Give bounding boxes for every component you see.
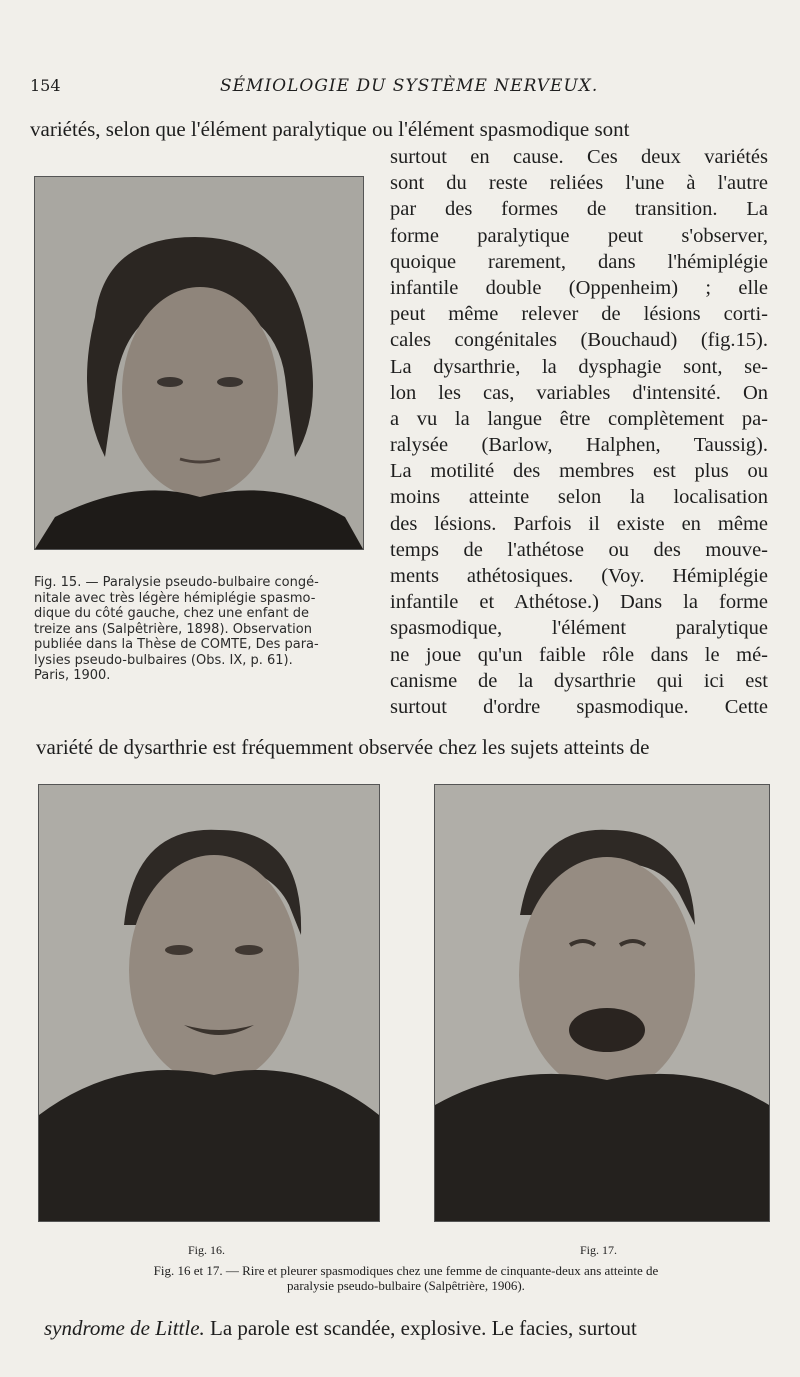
page-number: 154 xyxy=(30,76,61,95)
right-column-line: canisme de la dysarthrie qui ici est xyxy=(390,669,768,692)
figure-15-caption-line: nitale avec très légère hémiplégie spasmo- xyxy=(34,590,316,606)
right-column-line: cales congénitales (Bouchaud) (fig.15). xyxy=(390,329,768,352)
figure-15-caption-line: dique du côté gauche, chez une enfant de xyxy=(34,606,309,621)
right-column-line: ne joue qu'un faible rôle dans le mé- xyxy=(390,643,768,666)
figure-15-caption-line: treize ans (Salpêtrière, 1898). Observation xyxy=(34,621,312,637)
figures-16-17-caption xyxy=(36,1263,776,1293)
right-column-line: par des formes de transition. La xyxy=(390,198,768,221)
right-column-line: des lésions. Parfois il existe en même xyxy=(390,512,768,535)
right-text-column xyxy=(390,144,768,720)
figure-15-caption-line: Paris, 1900. xyxy=(34,668,111,683)
right-column-line: surtout en cause. Ces deux variétés xyxy=(390,146,768,168)
page-header xyxy=(30,76,770,100)
figure-15-caption xyxy=(34,575,372,684)
right-column-line: lon les cas, variables d'intensité. On xyxy=(390,381,768,404)
body-line-full: variété de dysarthrie est fréquemment observée chez les sujets atteints de xyxy=(36,735,650,759)
right-column-line: infantile double (Oppenheim) ; elle xyxy=(390,276,768,299)
figure-16-photo xyxy=(38,784,380,1222)
right-column-line: sont du reste reliées l'une à l'autre xyxy=(390,172,768,195)
running-title: SÉMIOLOGIE DU SYSTÈME NERVEUX. xyxy=(220,76,599,96)
right-column-line: La dysarthrie, la dysphagie sont, se- xyxy=(390,355,768,378)
figure-15-caption-line: lysies pseudo-bulbaires (Obs. IX, p. 61). xyxy=(34,652,293,668)
right-column-line: ments athétosiques. (Voy. Hémiplégie xyxy=(390,565,768,587)
right-column-line: spasmodique, l'élément paralytique xyxy=(390,617,768,640)
right-column-line: infantile et Athétose.) Dans la forme xyxy=(390,591,768,614)
figure-15-photo xyxy=(34,176,364,550)
figure-17-photo xyxy=(434,784,770,1222)
right-column-line: moins atteinte selon la localisation xyxy=(390,486,768,509)
right-column-line: a vu la langue être complètement pa- xyxy=(390,407,768,430)
bottom-line-italic: syndrome de Little. xyxy=(44,1316,205,1340)
right-column-line: ralysée (Barlow, Halphen, Taussig). xyxy=(390,434,768,457)
right-column-line: peut même relever de lésions corti- xyxy=(390,303,768,326)
right-column-line: temps de l'athétose ou des mouve- xyxy=(390,538,768,561)
body-line-bottom xyxy=(44,1316,637,1341)
figures-caption-line-1: Fig. 16 et 17. — Rire et pleurer spasmodiques chez une femme de cinquante-deux ans atteinte de xyxy=(153,1263,659,1278)
right-column-line: forme paralytique peut s'observer, xyxy=(390,224,768,247)
figure-17-label: Fig. 17. xyxy=(580,1243,618,1257)
right-column-line: surtout d'ordre spasmodique. Cette xyxy=(390,695,768,718)
figure-15-caption-line: publiée dans la Thèse de COMTE, Des para- xyxy=(34,637,319,652)
figure-15-caption-line: Fig. 15. — Paralysie pseudo-bulbaire congé- xyxy=(34,575,319,590)
body-line-top: variétés, selon que l'élément paralytique ou l'élément spasmodique sont xyxy=(30,117,630,141)
figures-caption-line-2: paralysie pseudo-bulbaire (Salpêtrière, 1906). xyxy=(287,1278,525,1293)
right-column-line: quoique rarement, dans l'hémiplégie xyxy=(390,250,768,273)
bottom-line-rest: La parole est scandée, explosive. Le facies, surtout xyxy=(204,1316,637,1340)
figure-16-label: Fig. 16. xyxy=(188,1243,226,1257)
right-column-line: La motilité des membres est plus ou xyxy=(390,460,768,483)
